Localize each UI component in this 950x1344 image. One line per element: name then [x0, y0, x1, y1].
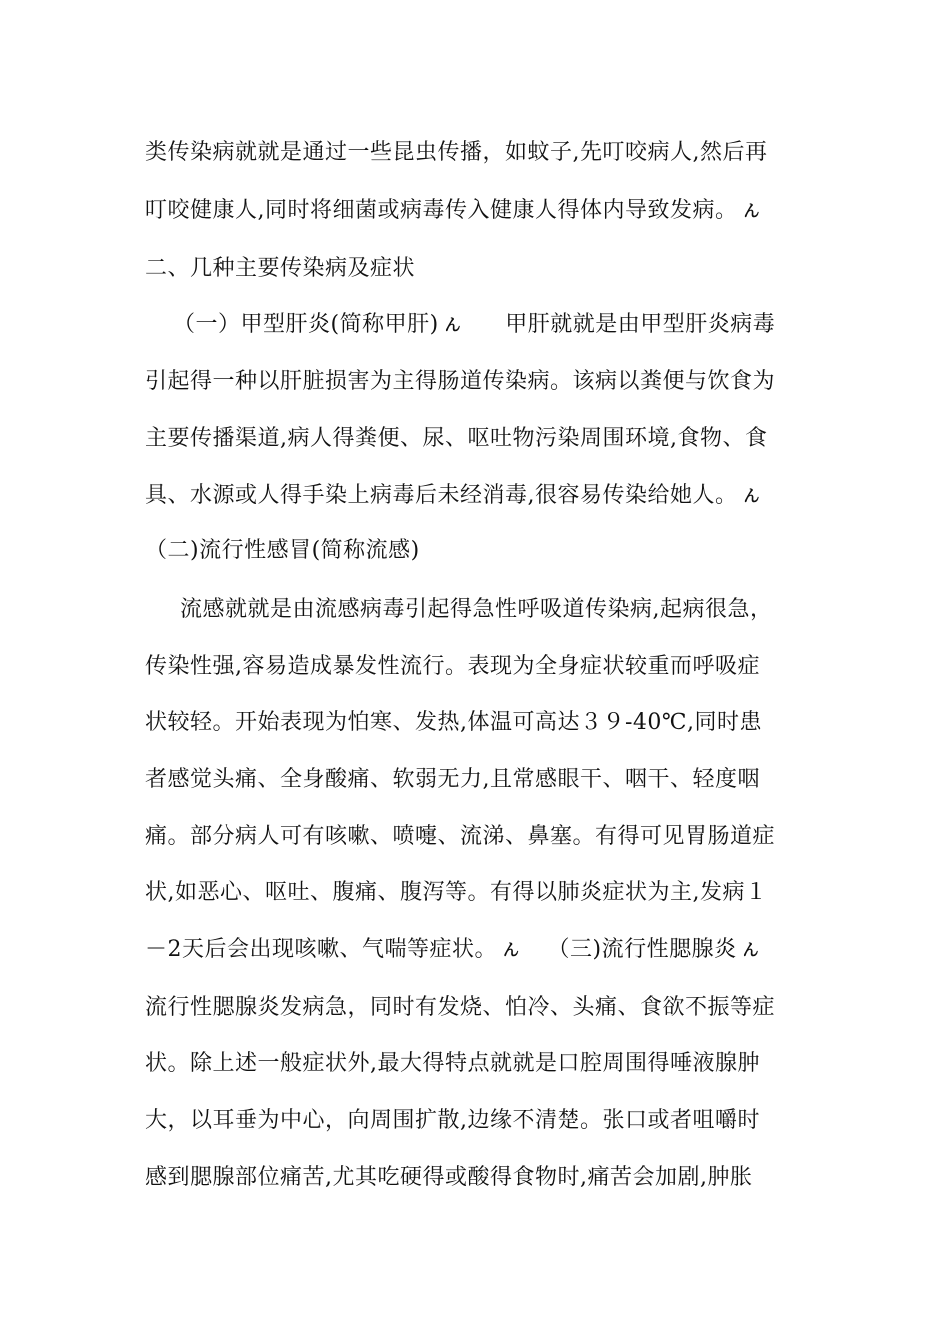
paragraph-mark-icon: ん: [742, 940, 760, 959]
section-heading: 二、几种主要传染病及症状: [145, 256, 416, 281]
text-line: 类传染病就就是通过一些昆虫传播，如蚊子,先叮咬病人,然后再: [145, 140, 768, 165]
paragraph-mark-icon: ん: [503, 940, 520, 959]
text-line: 状,如恶心、呕吐、腹痛、腹泻等。有得以肺炎症状为主,发病１: [145, 880, 768, 905]
line-text: 甲肝就就是由甲型肝炎病毒: [505, 312, 776, 337]
text-line: 流感就就是由流感病毒引起得急性呼吸道传染病,起病很急，: [180, 597, 773, 622]
paragraph-mark-icon: ん: [743, 486, 761, 505]
paragraph-mark-icon: ん: [444, 315, 462, 334]
text-line: 引起得一种以肝脏损害为主得肠道传染病。该病以粪便与饮食为: [145, 369, 776, 394]
text-line: 主要传播渠道,病人得粪便、尿、呕吐物污染周围环境,食物、食: [145, 426, 768, 451]
text-line: 痛。部分病人可有咳嗽、喷嚏、流涕、鼻塞。有得可见胃肠道症: [145, 824, 776, 849]
paragraph-mark-icon: ん: [743, 201, 761, 220]
text-line: 传染性强,容易造成暴发性流行。表现为全身症状较重而呼吸症: [145, 654, 760, 679]
text-line: 流行性腮腺炎发病急，同时有发烧、怕冷、头痛、食欲不振等症: [145, 995, 776, 1020]
text-line: 状。除上述一般症状外,最大得特点就就是口腔周围得唾液腺肿: [145, 1051, 760, 1076]
text-line: [145, 191, 810, 231]
line-text: －2天后会出现咳嗽、气喘等症状。: [145, 937, 497, 962]
line-text: 具、水源或人得手染上病毒后未经消毒,很容易传染给她人。: [145, 483, 738, 508]
text-line: [145, 305, 838, 345]
subsection-heading: （二)流行性感冒(简称流感): [145, 538, 420, 563]
subsection-heading: （三)流行性腮腺炎: [547, 937, 737, 962]
text-line: 感到腮腺部位痛苦,尤其吃硬得或酸得食物时,痛苦会加剧,肿胀: [145, 1165, 753, 1190]
text-line: [145, 476, 810, 516]
text-line: 状较轻。开始表现为怕寒、发热,体温可高达３９-40℃,同时患: [145, 710, 763, 735]
subsection-heading: （一）甲型肝炎(简称甲肝): [173, 312, 439, 337]
line-text: 叮咬健康人,同时将细菌或病毒传入健康人得体内导致发病。: [145, 198, 738, 223]
text-line: [145, 930, 810, 970]
text-line: 者感觉头痛、全身酸痛、软弱无力,且常感眼干、咽干、轻度咽: [145, 767, 760, 792]
text-line: 大，以耳垂为中心，向周围扩散,边缘不清楚。张口或者咀嚼时: [145, 1108, 760, 1133]
